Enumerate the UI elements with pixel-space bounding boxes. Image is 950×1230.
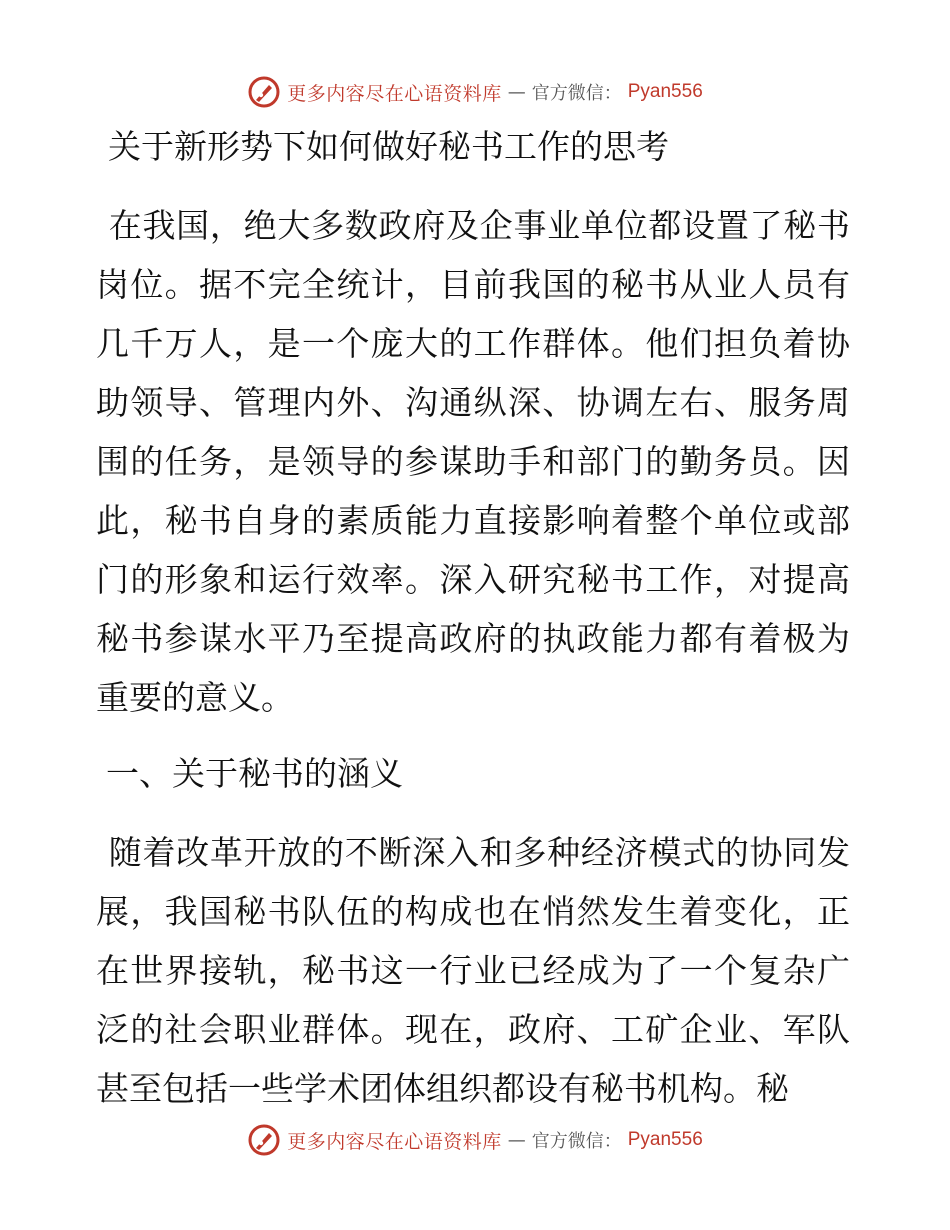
pen-circle-icon: [247, 1123, 281, 1157]
document-body: [96, 122, 850, 1140]
paragraph-section-1: [96, 823, 850, 1118]
paragraph-intro-text: 在我国，绝大多数政府及企事业单位都设置了秘书岗位。据不完全统计，目前我国的秘书从业人员有几千万人，是一个庞大的工作群体。他们担负着协助领导、管理内外、沟通纵深、协调左右、服务周围的任务，是领导的参谋助手和部门的勤务员。因此，秘书自身的素质能力直接影响着整个单位或部门的形象和运行效率。深入研究秘书工作，对提高秘书参谋水平乃至提高政府的执政能力都有着极为重要的意义。: [96, 206, 850, 717]
paragraph-section-1-text: 随着改革开放的不断深入和多种经济模式的协同发展，我国秘书队伍的构成也在悄然发生着变化，正在世界接轨，秘书这一行业已经成为了一个复杂广泛的社会职业群体。现在，政府、工矿企业、军队甚至包括一些学术团体组织都设有秘书机构。秘: [96, 833, 850, 1108]
banner-dash: —: [507, 81, 526, 103]
banner-main-text: 更多内容尽在心语资料库: [287, 82, 502, 105]
pen-circle-icon: [247, 75, 281, 109]
banner-label: 官方微信：: [531, 83, 622, 104]
document-title: 关于新形势下如何做好秘书工作的思考: [108, 127, 669, 166]
header-watermark-banner: [0, 72, 950, 112]
banner-main-text: 更多内容尽在心语资料库: [287, 1130, 502, 1153]
section-title: 一、关于秘书的涵义: [106, 754, 403, 793]
banner-wechat-id: Pyan556: [627, 1129, 703, 1150]
banner-label: 官方微信：: [531, 1131, 622, 1152]
paragraph-intro: [96, 196, 850, 727]
footer-watermark-banner: [0, 1120, 950, 1160]
banner-wechat-id: Pyan556: [627, 81, 703, 102]
banner-dash: —: [507, 1129, 526, 1151]
